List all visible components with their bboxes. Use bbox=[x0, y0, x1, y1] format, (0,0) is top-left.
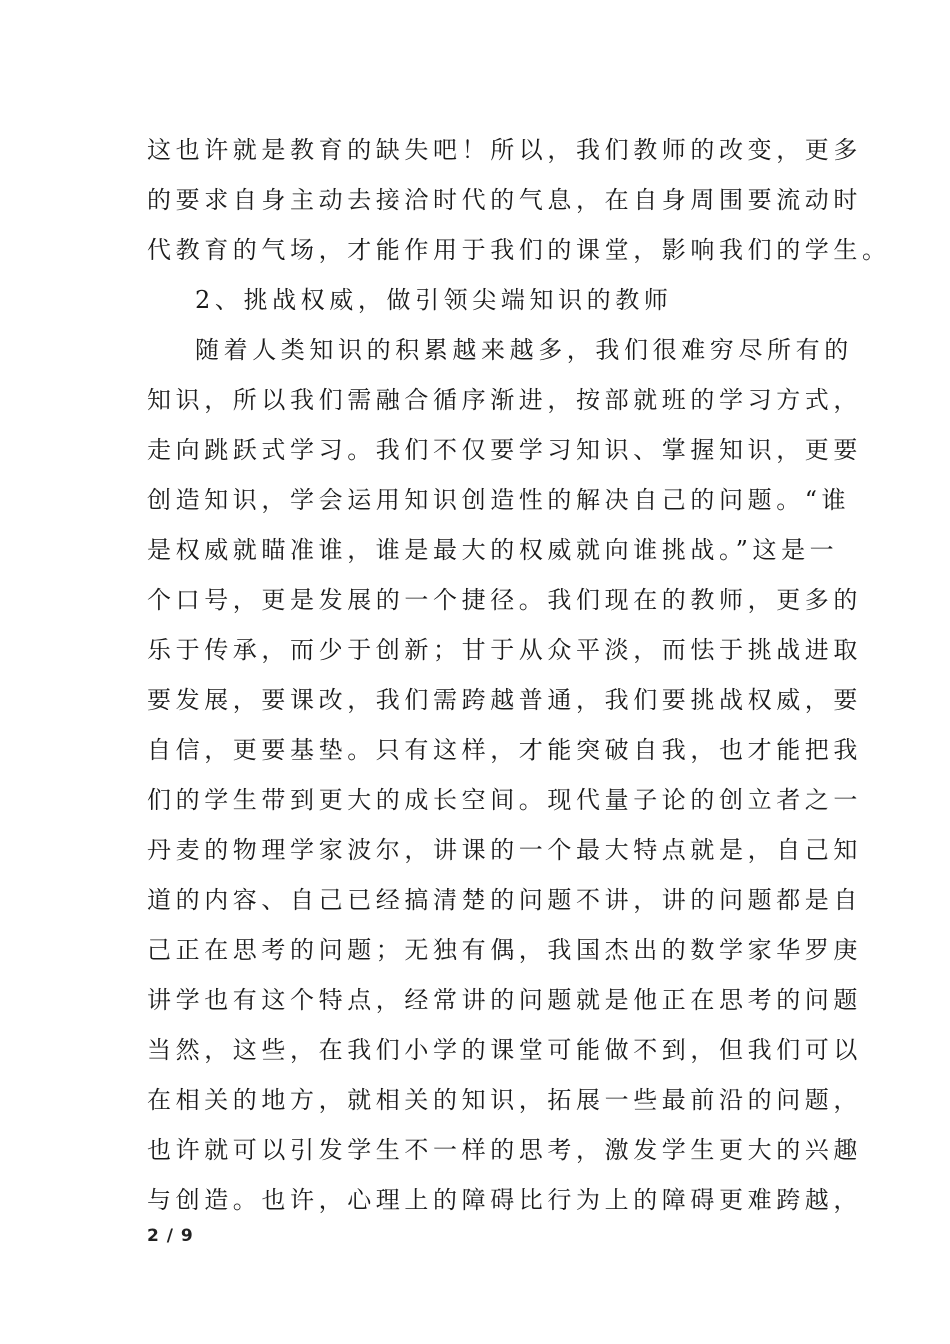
text-line: 丹麦的物理学家波尔，讲课的一个最大特点就是，自己知 bbox=[147, 836, 862, 864]
page-number: 2 / 9 bbox=[147, 1226, 194, 1246]
text-line: 随着人类知识的积累越来越多，我们很难穷尽所有的 bbox=[195, 336, 853, 364]
text-line: 也许就可以引发学生不一样的思考，激发学生更大的兴趣 bbox=[147, 1136, 862, 1164]
text-line: 走向跳跃式学习。我们不仅要学习知识、掌握知识，更要 bbox=[147, 436, 862, 464]
text-line: 代教育的气场，才能作用于我们的课堂，影响我们的学生。 bbox=[147, 236, 891, 264]
text-line: 们的学生带到更大的成长空间。现代量子论的创立者之一 bbox=[147, 786, 862, 814]
text-line: 要发展，要课改，我们需跨越普通，我们要挑战权威，要 bbox=[147, 686, 862, 714]
text-line: 自信，更要基垫。只有这样，才能突破自我，也才能把我 bbox=[147, 736, 862, 764]
text-line: 道的内容、自己已经搞清楚的问题不讲，讲的问题都是自 bbox=[147, 886, 862, 914]
text-line: 与创造。也许，心理上的障碍比行为上的障碍更难跨越， bbox=[147, 1186, 862, 1214]
text-line: 这也许就是教育的缺失吧！所以，我们教师的改变，更多 bbox=[147, 136, 862, 164]
text-line: 讲学也有这个特点，经常讲的问题就是他正在思考的问题 bbox=[147, 986, 862, 1014]
text-line: 在相关的地方，就相关的知识，拓展一些最前沿的问题， bbox=[147, 1086, 862, 1114]
text-line: 的要求自身主动去接洽时代的气息，在自身周围要流动时 bbox=[147, 186, 862, 214]
text-line: 知识，所以我们需融合循序渐进，按部就班的学习方式， bbox=[147, 386, 862, 414]
text-line: 当然，这些，在我们小学的课堂可能做不到，但我们可以 bbox=[147, 1036, 862, 1064]
text-line: 己正在思考的问题；无独有偶，我国杰出的数学家华罗庚 bbox=[147, 936, 862, 964]
section-heading: 2、挑战权威，做引领尖端知识的教师 bbox=[195, 286, 673, 314]
text-line: 乐于传承，而少于创新；甘于从众平淡，而怯于挑战进取 bbox=[147, 636, 862, 664]
text-line: 创造知识，学会运用知识创造性的解决自己的问题。“谁 bbox=[147, 486, 851, 514]
text-line: 是权威就瞄准谁，谁是最大的权威就向谁挑战。”这是一 bbox=[147, 536, 839, 564]
text-line: 个口号，更是发展的一个捷径。我们现在的教师，更多的 bbox=[147, 586, 862, 614]
